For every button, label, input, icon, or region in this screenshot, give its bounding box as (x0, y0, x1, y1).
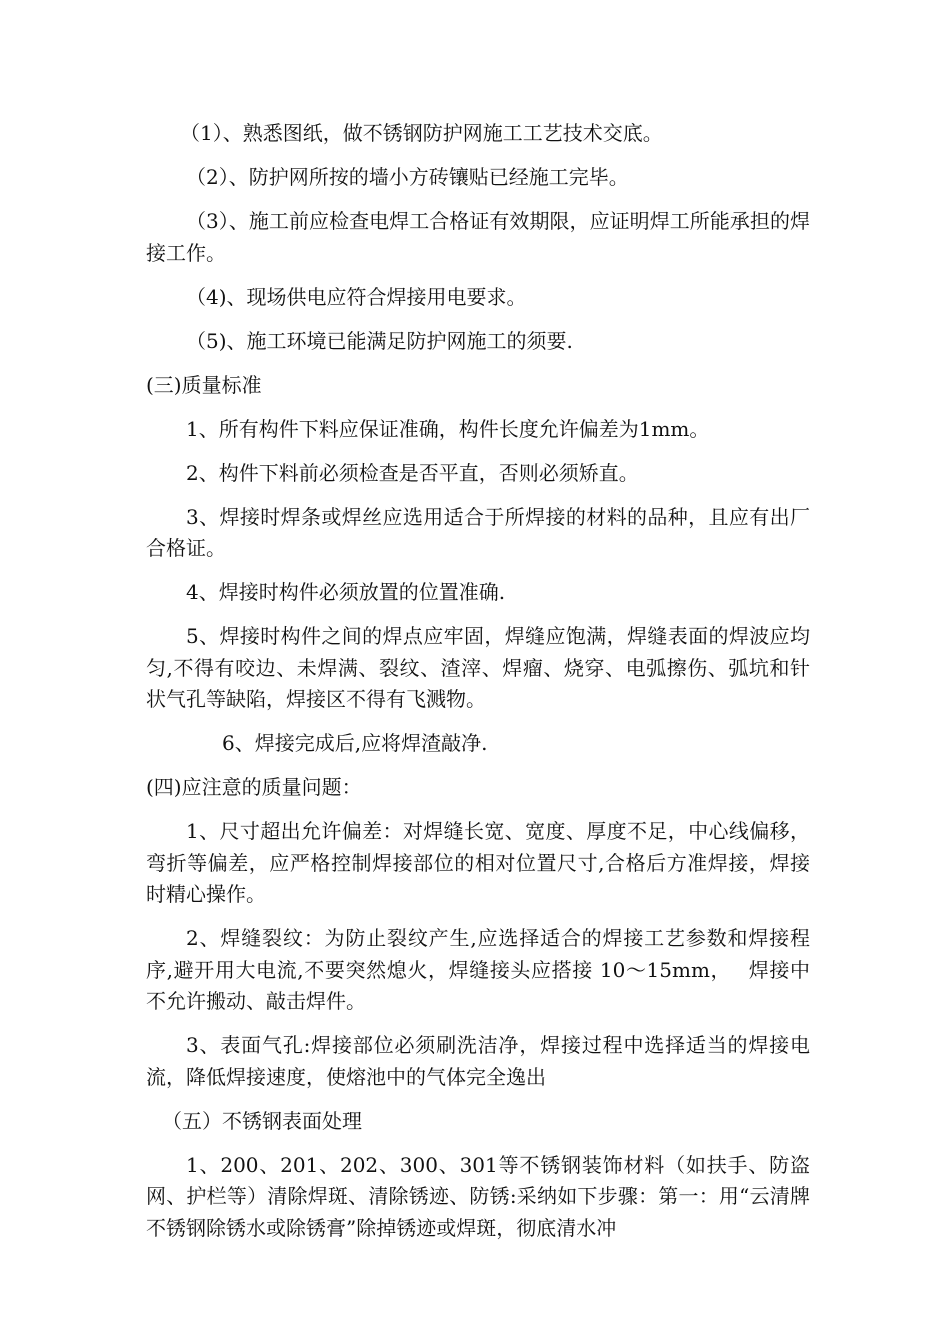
paragraph-standard-5: 5、焊接时构件之间的焊点应牢固，焊缝应饱满，焊缝表面的焊波应均匀,不得有咬边、未焊满、裂纹、渣滓、焊瘤、烧穿、电弧擦伤、弧坑和针状气孔等缺陷，焊接区不得有飞溅物。 (146, 624, 810, 711)
paragraph-surface-1: 1、200、201、202、300、301等不锈钢装饰材料（如扶手、防盗网、护栏等）清除焊斑、清除锈迹、防锈:采纳如下步骤：第一：用“云清牌不锈钢除锈水或除锈膏”除掉锈迹或焊斑，彻底清水冲 (146, 1152, 810, 1240)
paragraph-prep-5: （5)、施工环境已能满足防护网施工的须要. (186, 328, 573, 353)
section-heading-quality-issues: (四)应注意的质量问题： (146, 775, 362, 799)
document-body (146, 118, 810, 1244)
paragraph-standard-1: 1、所有构件下料应保证准确，构件长度允许偏差为1mm。 (186, 416, 710, 441)
paragraph-prep-2: （2）、防护网所按的墙小方砖镶贴已经施工完毕。 (186, 165, 629, 189)
paragraph-standard-6: 6、焊接完成后,应将焊渣敲净. (222, 731, 488, 755)
section-heading-surface-treatment: （五）不锈钢表面处理 (162, 1108, 362, 1133)
paragraph-standard-2: 2、构件下料前必须检查是否平直，否则必须矫直。 (186, 460, 639, 485)
paragraph-issue-1: 1、尺寸超出允许偏差：对焊缝长宽、宽度、厚度不足，中心线偏移，弯折等偏差，应严格控制焊接部位的相对位置尺寸,合格后方准焊接，焊接时精心操作。 (146, 819, 810, 906)
paragraph-standard-4: 4、焊接时构件必须放置的位置准确. (186, 580, 506, 604)
paragraph-prep-1: （1）、熟悉图纸，做不锈钢防护网施工工艺技术交底。 (180, 121, 663, 145)
paragraph-prep-3: （3）、施工前应检查电焊工合格证有效期限，应证明焊工所能承担的焊接工作。 (146, 209, 810, 265)
paragraph-issue-3: 3、表面气孔:焊接部位必须刷洗洁净，焊接过程中选择适当的焊接电流，降低焊接速度，使熔池中的气体完全逸出 (146, 1033, 810, 1089)
section-heading-quality-standard: (三)质量标准 (146, 372, 262, 397)
paragraph-issue-2: 2、焊缝裂纹：为防止裂纹产生,应选择适合的焊接工艺参数和焊接程序,避开用大电流,不要突然熄火，焊缝接头应搭接 10～15mm， 焊接中不允许搬动、敲击焊件。 (146, 926, 810, 1013)
paragraph-prep-4: （4)、现场供电应符合焊接用电要求。 (186, 284, 527, 309)
paragraph-standard-3: 3、焊接时焊条或焊丝应选用适合于所焊接的材料的品种，且应有出厂合格证。 (146, 504, 810, 560)
